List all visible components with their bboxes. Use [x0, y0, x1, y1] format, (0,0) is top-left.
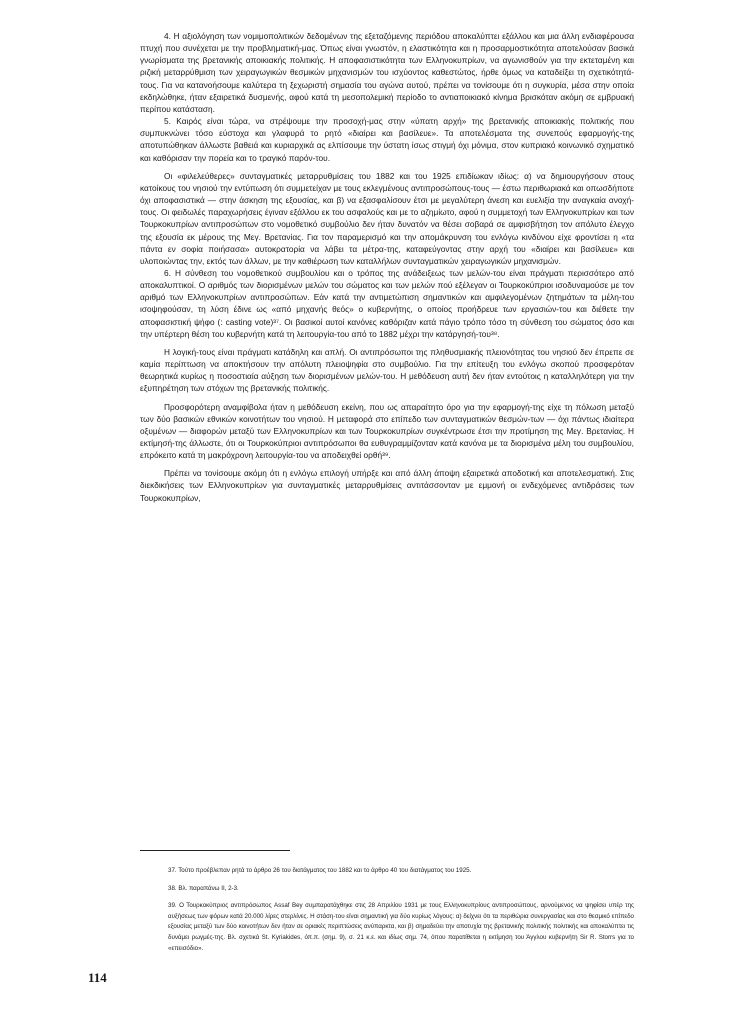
- paragraph-6: 6. Η σύνθεση του νομοθετικού συμβουλίου και ο τρόπος της ανάδειξεως των μελών-του είναι πράγματι περισσότερο από αποκαλυπτικοί. Ο αριθμός των διορισμένων μελών του σώματος και των μελών πού εξέλεγαν οι Τουρκοκύπριοι ισοδυναμούσε με τον αριθμό των Ελληνοκυπρίων αντιπροσώπων. Εάν κατά την αντιμετώπιση σημαντικών και αμφιλεγομένων ζητημάτων τα μέλη-του ισοψηφούσαν, τη λύση έδινε ως «από μηχανής θεός» ο κυβερνήτης, ο οποίος προήδρευε των εργασιών-του και διέθετε την αποφασιστική ψήφο (: casting vote)³⁷. Οι βασικοί αυτοί κανόνες καθόριζαν κατά πάγιο τρόπο τόσο τη σύνθεση του σώματος όσο και την υπέρτερη θέση του κυβερνήτη κατά τη λειτουργία-του από το 1882 μέχρι την κατάργησή-του³⁸.: [140, 267, 634, 339]
- footnote-38: 38. Βλ. παραπάνω ΙΙ, 2-3.: [168, 884, 239, 892]
- paragraph-reforms: Οι «φιλελεύθερες» συνταγματικές μεταρρυθμίσεις του 1882 και του 1925 επιδίωκαν ιδίως: α) να δημιουργήσουν στους κατοίκους του νησιού την εντύπωση ότι συμμετείχαν με τους εκλεγμένους αντιπροσώπους-τους — έστω περιθωριακά και οπωσδήποτε όχι αποφασιστικά — στην άσκηση της εξουσίας, και β) να εξασφαλίσουν έτσι με μεγαλύτερη άνεση και ευελιξία την αναγκαία ανοχή-τους. Οι φειδωλές παραχωρήσεις έγιναν εξάλλου εκ του ασφαλούς και με το αζημίωτο, αφού η συμμετοχή των Ελληνοκυπρίων και των Τουρκοκυπρίων αντιπροσώπων στο νομοθετικό συμβούλιο δεν ήταν δυνατόν να θέσει σοβαρά σε αμφισβήτηση τον απόλυτο έλεγχο της εξουσία εκ μέρους της Μεγ. Βρετανίας. Για τον παραμερισμό και την απομάκρυνση του ενλόγω κινδύνου είχε φροντίσει η «τα πάντα εν σοφία ποιήσασα» αυτοκρατορία να λάβει τα μέτρα-της, καταφεύγοντας στην αρχή του «διαίρει και βασίλευε» και υλοποιώντας την, εκτός των άλλων, με την καθιέρωση των καταλλήλων συνταγματικών χειραγωγικών μηχανισμών.: [140, 170, 634, 266]
- page-number: 114: [88, 970, 107, 985]
- paragraph-5: 5. Καιρός είναι τώρα, να στρέψουμε την προσοχή-μας στην «ύπατη αρχή» της βρετανικής αποικιακής πολιτικής που συμπυκνώνει τόσο εύστοχα και γλαφυρά το ρητό «διαίρει και βασίλευε». Τα αποτελέσματα της συνεπούς εφαρμογής-της αποτυπώθηκαν άλλωστε βαθειά και κυριαρχικά ας ελπίσουμε την ύστατη ίσως στιγμή όχι μόνιμα, στον κυπριακό κοινωνικό σχηματικό και καθόρισαν την πορεία και το τραγικό παρόν-του.: [140, 116, 634, 163]
- paragraph-polarization: Προσφορότερη αναμφίβολα ήταν η μεθόδευση εκείνη, που ως απαραίτητο όρο για την εφαρμογή-της είχε τη πόλωση μεταξύ των δύο βασικών εθνικών κοινοτήτων του νησιού. Η μεταφορά στο επίπεδο των συνταγματικών θεσμών-των — όχι πάντως ιδιαίτερα οξυμένων — διαφορών μεταξύ των Ελληνοκυπρίων και των Τουρκοκυπρίων συγκέντρωσε έτσι την προτίμηση της Μεγ. Βρετανίας. Η εκτίμησή-της άλλωστε, ότι οι Τουρκοκύπριοι αντιπρόσωποι θα ευθυγραμμίζονταν κατά κανόνα με τα διορισμένα μέλη του συμβουλίου, επρόκειτο κατά τη μακρόχρονη λειτουργία-του να αποδειχθεί ορθή³⁹.: [140, 401, 634, 461]
- body-text: [140, 30, 634, 504]
- footnote-separator: [140, 850, 290, 851]
- paragraph-4: 4. Η αξιολόγηση των νομιμοπολιτικών δεδομένων της εξεταζόμενης περιόδου αποκαλύπτει εξάλλου και μια άλλη ενδιαφέρουσα πτυχή που συνέχεται με την προβληματική-μας. Όπως είναι γνωστόν, η ελαστικότητα και η προσαρμοστικότητα αποτελούσαν βασικά γνωρίσματα της βρετανικής αποικιακής πολιτικής. Η αποφασιστικότητα των Ελληνοκυπρίων, να αγωνισθούν για την εκτεταμένη και ριζική μεταρρύθμιση των χειραγωγικών θεσμικών μηχανισμών του ισχύοντος καθεστώτος, ήρθε όμως να καταδείξει τη σχετικότητά-τους. Για να κατανοήσουμε καλύτερα τη ξεχωριστή σημασία του αγώνα αυτού, πρέπει να τονίσουμε ότι η συγκυρία, μέσα στην οποία εκδηλώθηκε, ήταν εξαιρετικά δυσμενής, αφού κατά τη μεσοπολεμική περίοδο το αντιαποικιακό κίνημα βρισκόταν ακόμη σε εμβρυακή περίπου κατάσταση.: [140, 31, 634, 114]
- paragraph-logic: Η λογική-τους είναι πράγματι κατάδηλη και απλή. Οι αντιπρόσωποι της πληθυσμιακής πλειονότητας του νησιού δεν έπρεπε σε καμία περίπτωση να αποκτήσουν την απόλυτη πλειοψηφία στο συμβούλιο. Για την επίτευξη του ενλόγω σκοπού προσφερόταν θεωρητικά κυρίως η ποσοστιαία αύξηση των διορισμένων μελών-του. Η μεθόδευση αυτή δεν ήταν εντούτοις η καταλληλότερη για την εξυπηρέτηση των στόχων της βρετανικής πολιτικής.: [140, 346, 634, 394]
- footnote-37: 37. Τούτο προέβλεπαν ρητά το άρθρο 26 του διατάγματος του 1882 και το άρθρο 40 του διατάγματος του 1925.: [168, 867, 472, 874]
- footnote-39: 39. Ο Τουρκοκύπριος αντιπρόσωπος Assaf Bey συμπαρατάχθηκε στις 28 Απριλίου 1931 με τους Ελληνοκυπρίους αντιπροσώπους, αρνούμενος να ψηφίσει υπέρ της αυξήσεως των φόρων κατά 20.000 λίρες στερλίνες. Η στάση-του είναι σημαντική για δύο κυρίως λόγους: α) δείχνει ότι τα περιθώρια συνεργασίας και στο θεσμικό επίπεδο εξουσίας μεταξύ των δύο κοινοτήτων δεν ήταν σε οριακές περιπτώσεις ανύπαρκτα, και β) σημαδεύει την αποτυχία της βρετανικής πολιτικής πολιτικής και αποκαλύπτει τις δυνάμει ρωγμές-της. Βλ. σχετικά St. Kyriakides, όπ.π. (σημ. 9), σ. 21 κ.ε. και ιδίως σημ. 74, όπου παρατίθεται η εκτίμηση του Άγγλου κυβερνήτη Sir R. Storrs για το «επεισόδιο».: [168, 902, 634, 952]
- paragraph-efficiency: Πρέπει να τονίσουμε ακόμη ότι η ενλόγω επιλογή υπήρξε και από άλλη άποψη εξαιρετικά αποδοτική και αποτελεσματική. Στις διεκδικήσεις των Ελληνοκυπρίων για συνταγματικές μεταρρυθμίσεις αντιτάσσονταν με εμμονή οι ενδεχόμενες αντιδράσεις των Τουρκοκυπρίων,: [140, 468, 634, 503]
- footnotes: [168, 866, 634, 961]
